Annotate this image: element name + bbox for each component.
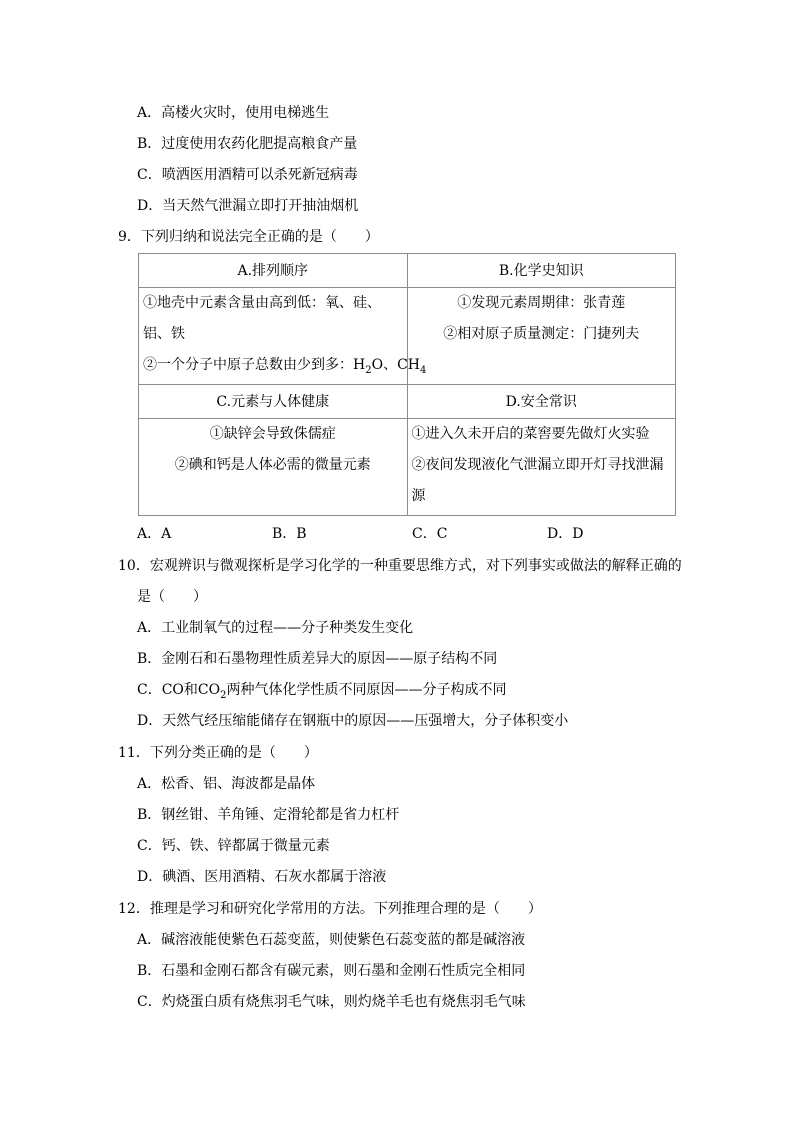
q10-stem-line-2: 是（ ） — [137, 589, 207, 605]
q11-option-c: C．钙、铁、锌都属于微量元素 — [137, 838, 330, 854]
q9-table-b-head: B.化学史知识 — [407, 254, 676, 288]
q9-table-c-item-2: ②碘和钙是人体必需的微量元素 — [174, 457, 371, 473]
q9-table-c-head: C.元素与人体健康 — [139, 385, 408, 419]
q9-table-a-item-1: ①地壳中元素含量由高到低：氧、硅、铝、铁 — [143, 295, 381, 342]
q9-table-b-body — [407, 288, 676, 385]
q9-table-d-head: D.安全常识 — [407, 385, 676, 419]
q9-option-a: A．A — [137, 526, 172, 542]
q10-option-a: A．工业制氧气的过程——分子种类发生变化 — [137, 620, 414, 636]
q12-option-a: A．碱溶液能使紫色石蕊变蓝，则使紫色石蕊变蓝的都是碱溶液 — [137, 932, 526, 948]
q10-option-d: D．天然气经压缩能储存在钢瓶中的原因——压强增大，分子体积变小 — [137, 713, 569, 729]
q12-option-b: B．石墨和金刚石都含有碳元素，则石墨和金刚石性质完全相同 — [137, 963, 526, 979]
q9-stem: 9．下列归纳和说法完全正确的是（ ） — [118, 229, 379, 245]
q9-table-d-item-1: ①进入久未开启的菜窖要先做灯火实验 — [411, 426, 650, 442]
q8-option-c: C．喷洒医用酒精可以杀死新冠病毒 — [137, 167, 358, 183]
q8-option-a: A．高楼火灾时，使用电梯逃生 — [137, 105, 330, 121]
q12-option-c: C．灼烧蛋白质有烧焦羽毛气味，则灼烧羊毛也有烧焦羽毛气味 — [137, 994, 526, 1010]
q10-option-c: C．CO和$CO_2$两种气体化学性质不同原因——分子构成不同 — [137, 682, 507, 701]
q9-table-b-item-2: ②相对原子质量测定：门捷列夫 — [443, 326, 640, 342]
q9-table-c-body — [139, 419, 408, 516]
q8-option-b: B．过度使用农药化肥提高粮食产量 — [137, 136, 358, 152]
q9-table-d-body — [407, 419, 676, 516]
q9-table-a-head: A.排列顺序 — [139, 254, 408, 288]
q9-option-c: C．C — [412, 526, 448, 542]
q9-table-a-item-2: ②一个分子中原子总数由少到多：$H_2O$、$CH_4$ — [143, 357, 427, 376]
q11-option-a: A．松香、铝、海波都是晶体 — [137, 776, 316, 792]
q9-table-c-item-1: ①缺锌会导致侏儒症 — [209, 426, 336, 442]
q11-option-d: D．碘酒、医用酒精、石灰水都属于溶液 — [137, 869, 387, 885]
q12-stem: 12．推理是学习和研究化学常用的方法。下列推理合理的是（ ） — [118, 901, 542, 917]
q9-table-a-body — [139, 288, 427, 385]
q9-option-b: B．B — [272, 526, 307, 542]
q9-option-d: D．D — [547, 526, 584, 542]
q9-table — [138, 253, 676, 516]
q9-table-d-item-2: ②夜间发现液化气泄漏立即开灯寻找泄漏源 — [411, 457, 664, 504]
q9-table-b-item-1: ①发现元素周期律：张青莲 — [457, 295, 626, 311]
q11-option-b: B．钢丝钳、羊角锤、定滑轮都是省力杠杆 — [137, 807, 400, 823]
q10-stem-line-1: 10．宏观辨识与微观探析是学习化学的一种重要思维方式，对下列事实或做法的解释正确的 — [118, 558, 682, 574]
q8-option-d: D．当天然气泄漏立即打开抽油烟机 — [137, 198, 359, 214]
q10-option-b: B．金刚石和石墨物理性质差异大的原因——原子结构不同 — [137, 651, 498, 667]
q11-stem: 11．下列分类正确的是（ ） — [118, 745, 318, 761]
